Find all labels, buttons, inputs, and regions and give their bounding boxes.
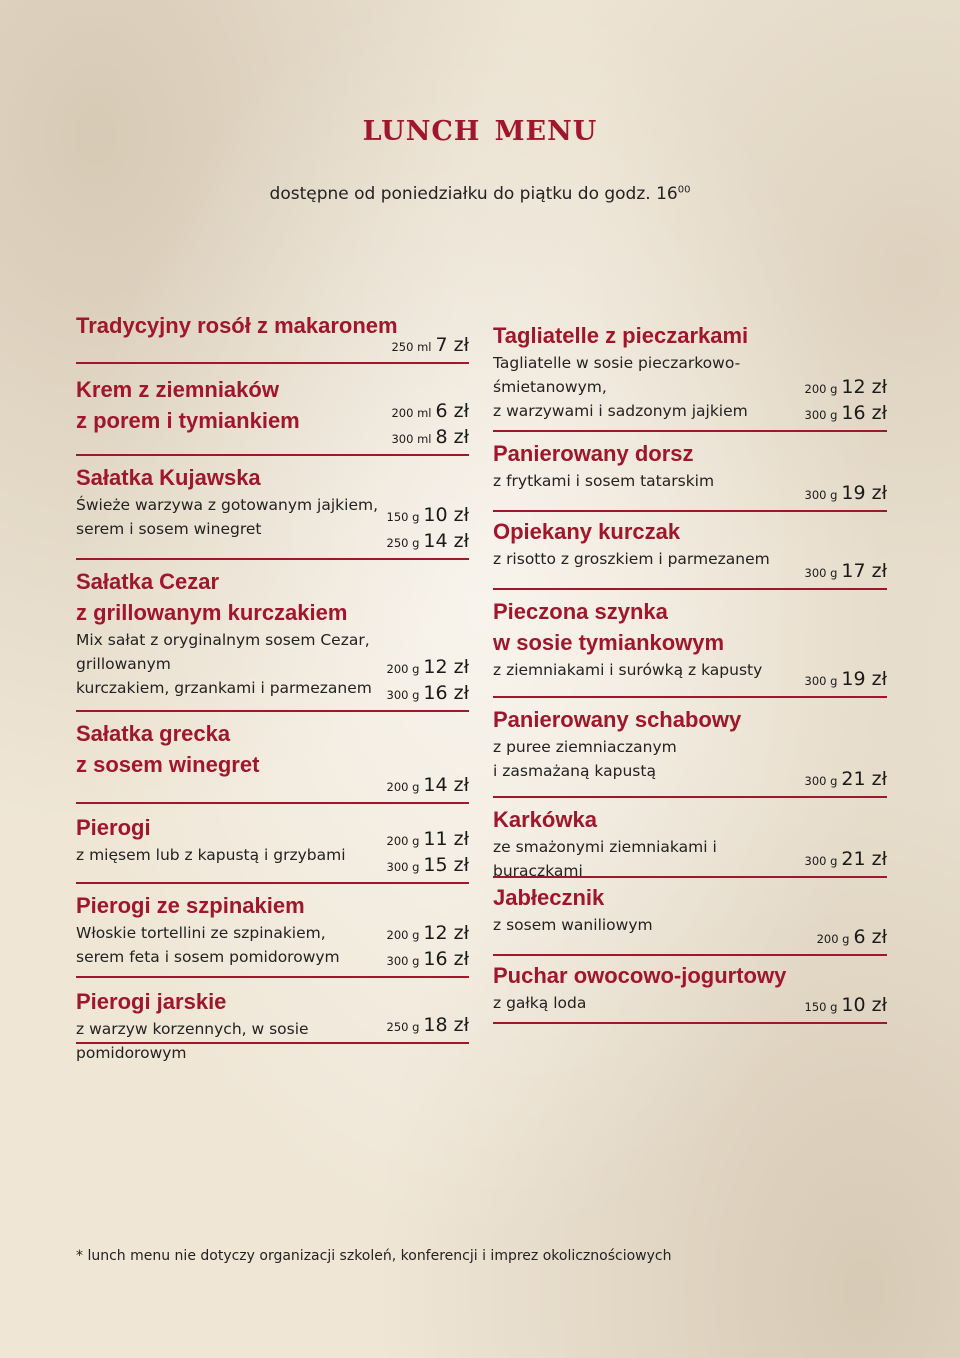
menu-item: [493, 960, 887, 1024]
portion-size: 300 g: [386, 860, 420, 874]
portion-size: 300 g: [804, 674, 838, 688]
dish-name: Sałatka Kujawska: [76, 465, 261, 490]
price-row: [817, 925, 887, 951]
dish-name: Sałatka grecka z sosem winegret: [76, 721, 260, 777]
menu-item: [493, 804, 887, 878]
portion-size: 250 g: [386, 536, 420, 550]
price-value: 12 zł: [841, 376, 887, 398]
dish-name: Tradycyjny rosół z makaronem: [76, 313, 398, 338]
price-value: 12 zł: [423, 656, 469, 678]
price-row: [387, 921, 470, 947]
dish-description: z sosem waniliowym: [493, 916, 653, 934]
menu-item: [493, 882, 887, 956]
price-row: [805, 993, 888, 1019]
portion-size: 200 g: [386, 662, 420, 676]
price-list: [805, 559, 888, 585]
portion-size: 200 ml: [391, 406, 432, 420]
price-list: [387, 921, 470, 973]
dish-name: Pierogi jarskie: [76, 989, 227, 1014]
dish-name: Sałatka Cezar z grillowanym kurczakiem: [76, 569, 348, 625]
price-row: [391, 333, 469, 359]
menu-item: [76, 718, 469, 804]
price-value: 14 zł: [423, 530, 469, 552]
dish-name: Panierowany schabowy: [493, 707, 742, 732]
portion-size: 300 g: [386, 954, 420, 968]
price-list: [387, 1013, 470, 1039]
dish-name: Karkówka: [493, 807, 597, 832]
price-value: 21 zł: [841, 768, 887, 790]
dish-description: Świeże warzywa z gotowanym jajkiem, serem i sosem winegret: [76, 496, 379, 538]
portion-size: 300 ml: [391, 432, 432, 446]
price-value: 16 zł: [841, 402, 887, 424]
menu-title: lunch menu: [362, 104, 598, 149]
price-row: [387, 947, 470, 973]
dish-description: z puree ziemniaczanym i zasmażaną kapustą: [493, 738, 677, 780]
price-value: 19 zł: [841, 668, 887, 690]
price-row: [387, 681, 470, 707]
portion-size: 200 g: [816, 932, 850, 946]
price-row: [387, 503, 470, 529]
portion-size: 300 g: [386, 688, 420, 702]
footnote: * lunch menu nie dotyczy organizacji szkoleń, konferencji i imprez okolicznościowych: [76, 1248, 672, 1264]
portion-size: 150 g: [386, 510, 420, 524]
price-row: [805, 401, 888, 427]
menu-item: [76, 566, 469, 712]
price-row: [805, 847, 888, 873]
menu-item: [76, 374, 469, 456]
dish-description: Włoskie tortellini ze szpinakiem, serem feta i sosem pomidorowym: [76, 924, 340, 966]
menu-item: [493, 438, 887, 512]
price-row: [805, 375, 888, 401]
price-value: 7 zł: [435, 334, 469, 356]
price-list: [387, 827, 470, 879]
price-row: [387, 655, 470, 681]
price-row: [805, 667, 888, 693]
price-value: 16 zł: [423, 682, 469, 704]
dish-name: Pierogi ze szpinakiem: [76, 893, 305, 918]
menu-item: [76, 890, 469, 978]
price-value: 12 zł: [423, 922, 469, 944]
dish-description: Tagliatelle w sosie pieczarkowo-śmietanowym, z warzywami i sadzonym jajkiem: [493, 354, 748, 420]
dish-description: ze smażonymi ziemniakami i buraczkami: [493, 838, 717, 880]
availability-hour-superscript: 00: [677, 184, 691, 196]
price-list: [805, 375, 888, 427]
price-value: 10 zł: [841, 994, 887, 1016]
price-list: [805, 667, 888, 693]
dish-name: Jabłecznik: [493, 885, 605, 910]
menu-item: [76, 310, 469, 364]
price-value: 10 zł: [423, 504, 469, 526]
price-value: 8 zł: [435, 426, 469, 448]
portion-size: 250 ml: [391, 340, 432, 354]
price-value: 16 zł: [423, 948, 469, 970]
menu-item: [76, 812, 469, 884]
price-list: [387, 655, 470, 707]
dish-description: z mięsem lub z kapustą i grzybami: [76, 846, 346, 864]
price-list: [805, 481, 888, 507]
dish-description: z frytkami i sosem tatarskim: [493, 472, 715, 490]
menu-item: [493, 516, 887, 590]
portion-size: 300 g: [804, 566, 838, 580]
price-row: [805, 481, 888, 507]
portion-size: 200 g: [386, 834, 420, 848]
portion-size: 250 g: [386, 1020, 420, 1034]
dish-description: z warzyw korzennych, w sosie pomidorowym: [76, 1020, 309, 1062]
dish-name: Pierogi: [76, 815, 151, 840]
price-row: [387, 529, 470, 555]
dish-name: Opiekany kurczak: [493, 519, 681, 544]
price-list: [391, 399, 469, 451]
dish-description: Mix sałat z oryginalnym sosem Cezar, grillowanym kurczakiem, grzankami i parmezanem: [76, 631, 372, 697]
dish-description: z risotto z groszkiem i parmezanem: [493, 550, 770, 568]
price-list: [391, 333, 469, 359]
availability-text: dostępne od poniedziałku do piątku do godz. 16: [269, 184, 678, 204]
menu-item: [76, 462, 469, 560]
portion-size: 300 g: [804, 488, 838, 502]
menu-item: [493, 596, 887, 698]
dish-name: Krem z ziemniaków z porem i tymiankiem: [76, 377, 300, 433]
portion-size: 200 g: [804, 382, 838, 396]
price-value: 18 zł: [423, 1014, 469, 1036]
menu-item: [493, 704, 887, 798]
portion-size: 200 g: [386, 780, 420, 794]
availability-note: [0, 184, 960, 204]
price-list: [387, 773, 470, 799]
price-row: [387, 1013, 470, 1039]
price-list: [805, 993, 888, 1019]
price-value: 19 zł: [841, 482, 887, 504]
price-row: [391, 425, 469, 451]
portion-size: 150 g: [804, 1000, 838, 1014]
price-row: [805, 559, 888, 585]
price-value: 14 zł: [423, 774, 469, 796]
price-value: 6 zł: [435, 400, 469, 422]
price-value: 17 zł: [841, 560, 887, 582]
menu-item: [76, 986, 469, 1062]
price-row: [387, 773, 470, 799]
portion-size: 200 g: [386, 928, 420, 942]
dish-description: z gałką loda: [493, 994, 587, 1012]
portion-size: 300 g: [804, 774, 838, 788]
price-list: [817, 925, 887, 951]
price-list: [387, 503, 470, 555]
price-value: 6 zł: [853, 926, 887, 948]
dish-name: Panierowany dorsz: [493, 441, 694, 466]
menu-item: [493, 320, 887, 432]
price-row: [391, 399, 469, 425]
price-row: [805, 767, 888, 793]
portion-size: 300 g: [804, 408, 838, 422]
price-list: [805, 767, 888, 793]
price-list: [805, 847, 888, 873]
dish-description: z ziemniakami i surówką z kapusty: [493, 661, 763, 679]
price-value: 11 zł: [423, 828, 469, 850]
price-row: [387, 827, 470, 853]
price-value: 21 zł: [841, 848, 887, 870]
dish-name: Pieczona szynka w sosie tymiankowym: [493, 599, 725, 655]
dish-name: Tagliatelle z pieczarkami: [493, 323, 749, 348]
price-value: 15 zł: [423, 854, 469, 876]
dish-name: Puchar owocowo-jogurtowy: [493, 963, 787, 988]
price-row: [387, 853, 470, 879]
portion-size: 300 g: [804, 854, 838, 868]
